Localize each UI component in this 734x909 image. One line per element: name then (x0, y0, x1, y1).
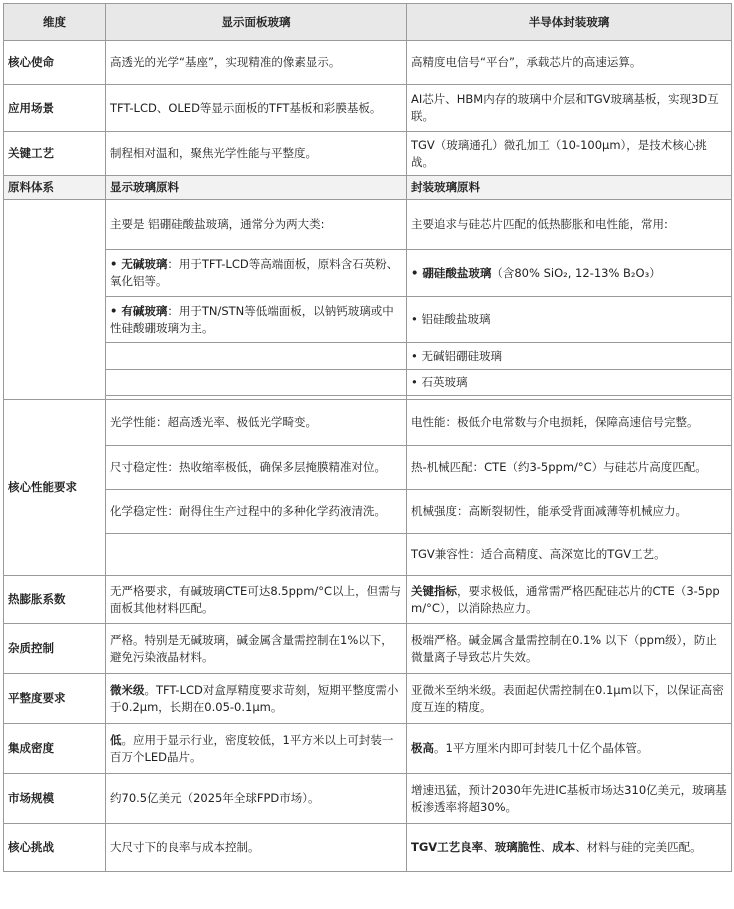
row-materials-intro (4, 200, 732, 250)
header-dimension: 维度 (4, 4, 106, 41)
material-title: • 无碱玻璃 (110, 257, 168, 271)
material-text: ：用于TN/STN等低端面板，以钠钙玻璃或中性硅酸硼玻璃为主。 (110, 303, 394, 335)
challenge-tail: 、材料与硅的完美匹配。 (575, 840, 702, 854)
label-scenario: 应用场景 (4, 85, 106, 132)
label-materials: 原料体系 (4, 176, 106, 200)
label-impurity: 杂质控制 (4, 624, 106, 674)
performance-display-empty (106, 534, 407, 576)
impurity-display: 严格。特别是无碱玻璃，碱金属含量需控制在1%以下，避免污染液晶材料。 (106, 624, 407, 674)
challenge-key-2: 玻璃脆性 (494, 840, 541, 854)
density-semi (407, 724, 732, 774)
row-performance-3 (4, 490, 732, 534)
materials-display-empty-1 (106, 343, 407, 370)
challenge-key-3: 成本 (552, 840, 576, 854)
density-semi-text: 。1平方厘米内即可封装几十亿个晶体管。 (434, 741, 649, 755)
materials-semi-intro: 主要追求与硅芯片匹配的低热膨胀和电性能，常用: (407, 200, 732, 250)
material-text: （含80% SiO₂, 12-13% B₂O₃） (491, 265, 661, 280)
row-performance-4 (4, 534, 732, 576)
challenge-sep-2: 、 (540, 840, 553, 854)
material-title: • 有碱玻璃 (110, 303, 168, 318)
mission-semi: 高精度电信号“平台”，承载芯片的高速运算。 (407, 41, 732, 85)
performance-display-3: 化学稳定性：耐得住生产过程中的多种化学药液清洗。 (106, 490, 407, 534)
materials-display-empty-2 (106, 370, 407, 396)
materials-semi-head: 封装玻璃原料 (407, 176, 732, 200)
header-row (4, 4, 732, 41)
thermal-semi-text: ，要求极低，通常需严格匹配硅芯片的CTE（3-5ppm/°C），以消除热应力。 (411, 583, 720, 615)
density-display-text: 。应用于显示行业，密度较低，1平方米以上可封装一百万个LED晶片。 (110, 732, 394, 764)
performance-semi-3: 机械强度：高断裂韧性，能承受背面减薄等机械应力。 (407, 490, 732, 534)
performance-semi-2: 热-机械匹配：CTE（约3-5ppm/°C）与硅芯片高度匹配。 (407, 446, 732, 490)
label-market: 市场规模 (4, 774, 106, 824)
row-materials-4 (4, 370, 732, 396)
materials-display-head: 显示玻璃原料 (106, 176, 407, 200)
materials-display-item-2 (106, 297, 407, 343)
performance-semi-4: TGV兼容性：适合高精度、高深宽比的TGV工艺。 (407, 534, 732, 576)
label-performance: 核心性能要求 (4, 400, 106, 576)
performance-semi-1: 电性能：极低介电常数与介电损耗，保障高速信号完整。 (407, 400, 732, 446)
challenge-display: 大尺寸下的良率与成本控制。 (106, 824, 407, 872)
material-text: ：用于TFT-LCD等高端面板，原料含石英粉、氧化铝等。 (110, 257, 399, 288)
label-process: 关键工艺 (4, 132, 106, 176)
label-thermal: 热膨胀系数 (4, 576, 106, 624)
performance-display-1: 光学性能：超高透光率、极低光学畸变。 (106, 400, 407, 446)
thermal-semi (407, 576, 732, 624)
thermal-display: 无严格要求，有碱玻璃CTE可达8.5ppm/°C以上，但需与面板其他材料匹配。 (106, 576, 407, 624)
row-process (4, 132, 732, 176)
scenario-display: TFT-LCD、OLED等显示面板的TFT基板和彩膜基板。 (106, 85, 407, 132)
row-materials-3 (4, 343, 732, 370)
materials-display-item-1 (106, 250, 407, 297)
comparison-table (3, 3, 732, 872)
flatness-key-term: 微米级 (110, 682, 145, 697)
row-thermal (4, 576, 732, 624)
materials-display-intro: 主要是 铝硼硅酸盐玻璃，通常分为两大类: (106, 200, 407, 250)
market-display: 约70.5亿美元（2025年全球FPD市场）。 (106, 774, 407, 824)
density-key-term: 低 (110, 732, 122, 747)
process-semi: TGV（玻璃通孔）微孔加工（10-100μm），是技术核心挑战。 (407, 132, 732, 176)
scenario-semi: AI芯片、HBM内存的玻璃中介层和TGV玻璃基板，实现3D互联。 (407, 85, 732, 132)
challenge-sep-1: 、 (483, 840, 495, 854)
label-mission: 核心使命 (4, 41, 106, 85)
materials-label-spacer (4, 200, 106, 400)
row-market (4, 774, 732, 824)
challenge-key-1: TGV工艺良率 (411, 840, 484, 854)
row-materials-2 (4, 297, 732, 343)
label-density: 集成密度 (4, 724, 106, 774)
challenge-semi (407, 824, 732, 872)
performance-display-2: 尺寸稳定性：热收缩率极低，确保多层掩膜精准对位。 (106, 446, 407, 490)
header-display-glass: 显示面板玻璃 (106, 4, 407, 41)
header-semiconductor-glass: 半导体封装玻璃 (407, 4, 732, 41)
row-density (4, 724, 732, 774)
materials-semi-item-4: • 石英玻璃 (407, 370, 732, 396)
process-display: 制程相对温和，聚焦光学性能与平整度。 (106, 132, 407, 176)
row-impurity (4, 624, 732, 674)
row-materials-1 (4, 250, 732, 297)
label-challenge: 核心挑战 (4, 824, 106, 872)
row-performance-1 (4, 400, 732, 446)
density-display (106, 724, 407, 774)
materials-semi-item-2: • 铝硅酸盐玻璃 (407, 297, 732, 343)
flatness-display (106, 674, 407, 724)
flatness-semi: 亚微米至纳米级。表面起伏需控制在0.1μm以下，以保证高密度互连的精度。 (407, 674, 732, 724)
market-semi: 增速迅猛，预计2030年先进IC基板市场达310亿美元，玻璃基板渗透率将超30%。 (407, 774, 732, 824)
row-scenario (4, 85, 732, 132)
thermal-key-term: 关键指标 (411, 583, 457, 598)
label-flatness: 平整度要求 (4, 674, 106, 724)
row-flatness (4, 674, 732, 724)
density-key-term: 极高 (411, 741, 434, 755)
flatness-display-text: 。TFT-LCD对盒厚精度要求苛刻，短期平整度需小于0.2μm，长期在0.05-0.1μm。 (110, 682, 399, 714)
row-materials-head (4, 176, 732, 200)
row-challenge (4, 824, 732, 872)
impurity-semi: 极端严格。碱金属含量需控制在0.1% 以下（ppm级），防止微量离子导致芯片失效。 (407, 624, 732, 674)
materials-semi-item-3: • 无碱铝硼硅玻璃 (407, 343, 732, 370)
row-mission (4, 41, 732, 85)
material-title: • 硼硅酸盐玻璃 (411, 265, 492, 280)
row-performance-2 (4, 446, 732, 490)
mission-display: 高透光的光学“基座”，实现精准的像素显示。 (106, 41, 407, 85)
materials-semi-item-1 (407, 250, 732, 297)
